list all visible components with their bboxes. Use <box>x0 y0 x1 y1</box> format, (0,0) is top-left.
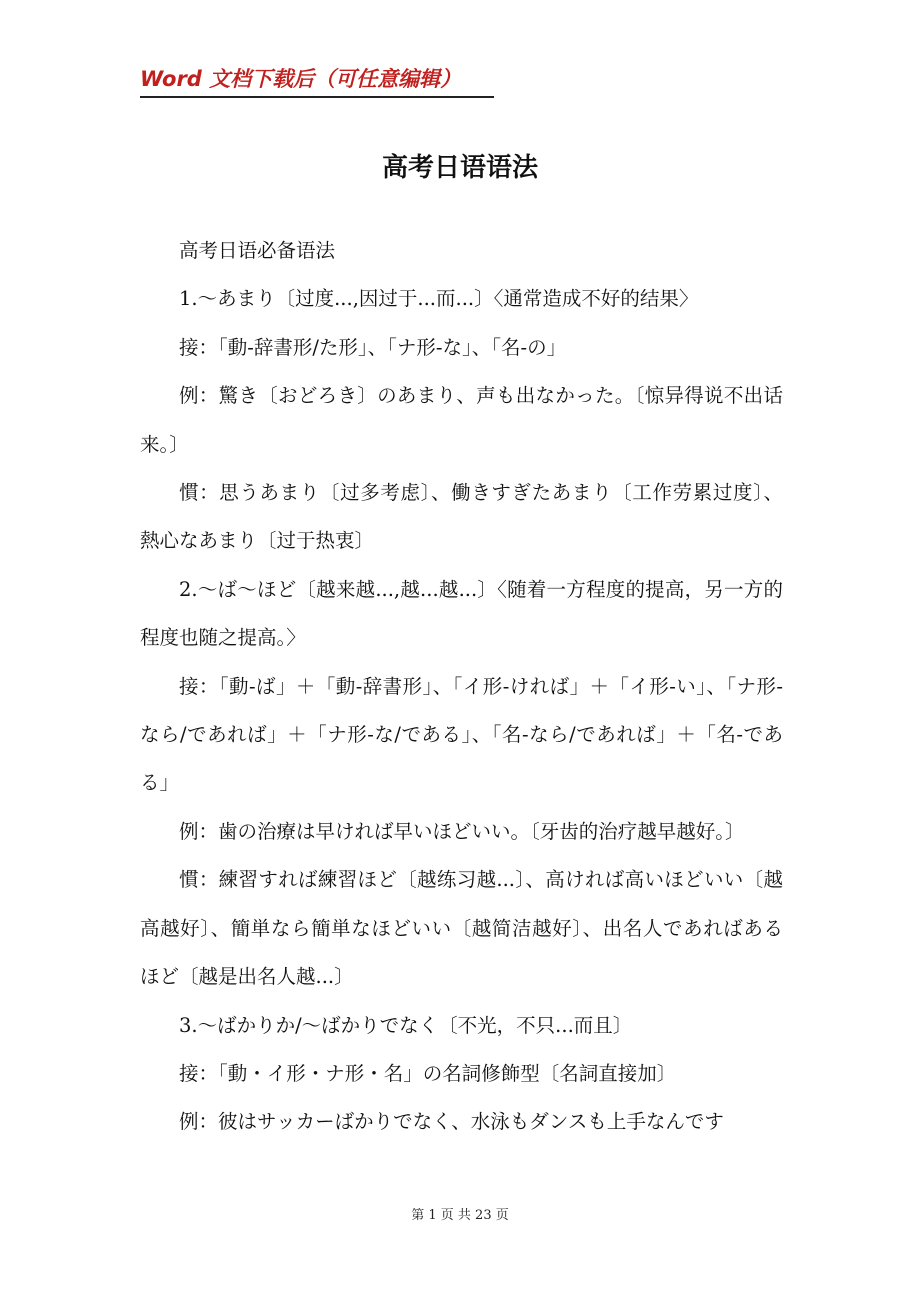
paragraph: 高考日语必备语法 <box>179 239 336 262</box>
paragraph: 例：歯の治療は早ければ早いほどいい。〔牙齿的治疗越早越好。〕 <box>179 819 745 843</box>
paragraph: 接：「動・イ形・ナ形・名」の名詞修飾型〔名詞直接加〕 <box>179 1061 677 1085</box>
document-body <box>140 227 783 1147</box>
paragraph: 接：「動-ば」＋「動-辞書形」、「イ形-ければ」＋「イ形-い」、「ナ形-なら/であれば」＋「ナ形-な/である」、「名-なら/であれば」＋「名-である」 <box>140 674 783 795</box>
page-number: 第 1 页 共 23 页 <box>411 1208 509 1223</box>
paragraph: 2.～ば～ほど〔越来越...,越...越...〕〈随着一方程度的提高，另一方的程度也随之提高。〉 <box>140 577 783 650</box>
paragraph: 例：彼はサッカーばかりでなく、水泳もダンスも上手なんです <box>179 1110 724 1134</box>
header-banner <box>140 62 494 98</box>
header-banner-text: Word 文档下载后（可任意编辑） <box>140 67 462 91</box>
paragraph: 接：「動-辞書形/た形」、「ナ形-な」、「名-の」 <box>179 335 567 359</box>
paragraph: 3.～ばかりか/～ばかりでなく〔不光，不只...而且〕 <box>179 1013 633 1037</box>
paragraph: 慣：練習すれば練習ほど〔越练习越...〕、高ければ高いほどいい〔越高越好〕、簡単なら簡単なほどいい〔越简洁越好〕、出名人であればあるほど〔越是出名人越...〕 <box>140 868 783 989</box>
paragraph: 例：驚き〔おどろき〕のあまり、声も出なかった。〔惊异得说不出话来。〕 <box>140 384 783 456</box>
document-title: 高考日语语法 <box>381 153 538 183</box>
paragraph: 慣：思うあまり〔过多考虑〕、働きすぎたあまり〔工作劳累过度〕、熱心なあまり〔过于热衷〕 <box>140 481 783 553</box>
paragraph: 1.～あまり〔过度...,因过于...而...〕〈通常造成不好的结果〉 <box>179 287 699 311</box>
